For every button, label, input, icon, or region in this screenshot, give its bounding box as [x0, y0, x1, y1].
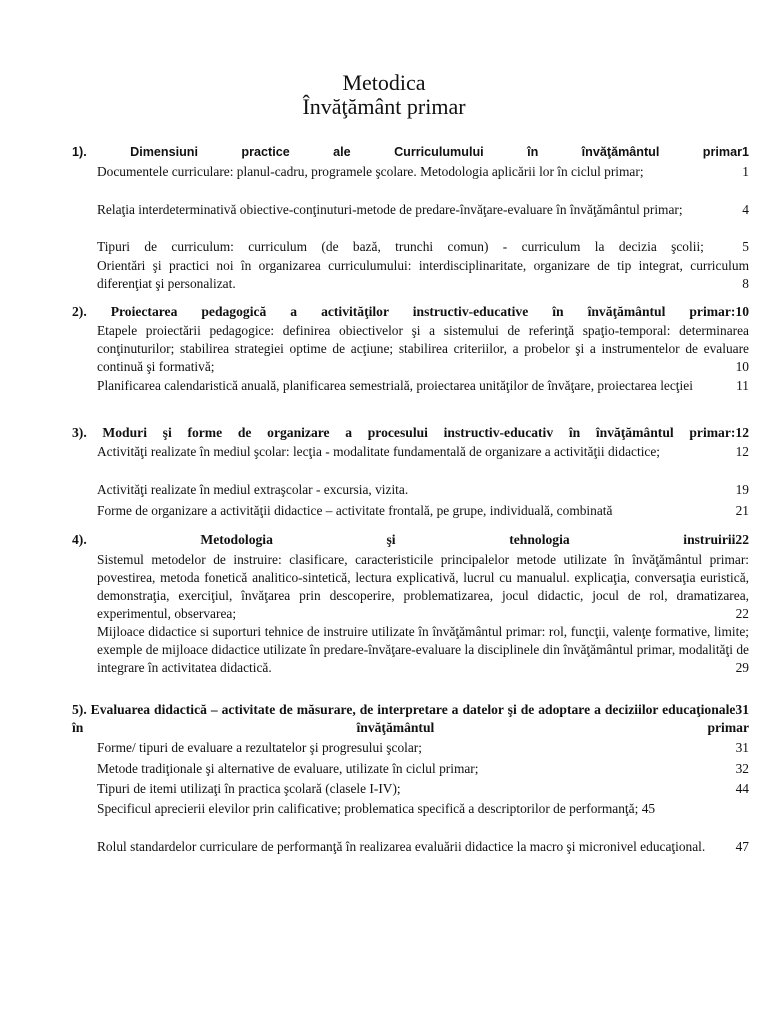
document-title: Metodica — [342, 70, 426, 95]
toc-item-page: 10 — [735, 359, 749, 374]
toc-item[interactable] — [97, 377, 749, 395]
toc-item[interactable] — [97, 163, 749, 181]
toc-item-text: Tipuri de curriculum: curriculum (de bază, trunchi comun) - curriculum la decizia şcolii; — [97, 239, 704, 254]
toc-item-text: Forme/ tipuri de evaluare a rezultatelor şi progresului şcolar; — [97, 740, 422, 755]
toc-item-page: 11 — [736, 378, 749, 393]
toc-item-text: Planificarea calendaristică anuală, planificarea semestrială, proiectarea unităţilor de învăţare, proiectarea lecţiei — [97, 378, 693, 393]
toc-section-4[interactable] — [72, 531, 749, 549]
toc-item[interactable] — [97, 481, 749, 499]
toc-section-page: 12 — [735, 425, 749, 440]
document-subtitle: Învăţământ primar — [302, 94, 466, 119]
toc-section-page: 1 — [741, 145, 749, 159]
toc-item-page: 21 — [735, 503, 749, 518]
toc-item-text: Sistemul metodelor de instruire: clasificare, caracteristicile principalelor metode utilizate în învăţământul primar: povestirea, metoda fonetică analitico-sintetică, lectura explicativă, lucrul cu manualul. explicaţia, conversaţia euristică, demonstraţia, exerciţiul, învăţarea prin descoperire, problematizarea, jocul didactic, jocul de rol, dramatizarea, experimentul, observarea; — [97, 552, 749, 621]
toc-item[interactable] — [97, 443, 749, 461]
toc-section-2[interactable] — [72, 303, 749, 321]
toc-item-text: Forme de organizare a activităţii didactice – activitate frontală, pe grupe, individuală, combinată — [97, 503, 613, 518]
toc-item-page: 47 — [735, 839, 749, 854]
toc-section-heading: 3). Moduri şi forme de organizare a procesului instructiv-educativ în învăţământul primar: — [72, 425, 736, 440]
toc-item[interactable] — [97, 322, 749, 376]
toc-section-3[interactable] — [72, 424, 749, 442]
toc-item-text: Orientări şi practici noi în organizarea curriculumului: interdisciplinaritate, organizare de tip integrat, curriculum diferenţiat şi personalizat. — [97, 258, 749, 291]
toc-item-text: Mijloace didactice si suporturi tehnice de instruire utilizate în învăţământul primar: rol, funcţii, valenţe formative, limite; exemple de mijloace didactice utilizate în predare-învăţare-evaluare la disciplinele din învăţământul primar, modalităţi de integrare în activitatea didactică. — [97, 624, 749, 675]
toc-item-page: 31 — [735, 740, 749, 755]
toc-section-heading: 2). Proiectarea pedagogică a activităţilor instructiv-educative în învăţământul primar: — [72, 304, 736, 319]
toc-section-heading: 5). Evaluarea didactică – activitate de măsurare, de interpretare a datelor şi de adoptare a deciziilor educaţionale în învăţământul primar — [72, 702, 749, 735]
toc-item[interactable] — [97, 739, 749, 757]
toc-section-page: 10 — [735, 304, 749, 319]
toc-item-page: 1 — [742, 164, 749, 179]
toc-item-text: Activităţi realizate în mediul extraşcolar - excursia, vizita. — [97, 482, 409, 497]
toc-item-text: Specificul aprecierii elevilor prin calificative; problematica specifică a descriptorilor de performanţă; — [97, 801, 639, 816]
toc-section-page: 31 — [735, 702, 749, 717]
toc-item-page: 8 — [742, 276, 749, 291]
toc-item-page: 5 — [742, 239, 749, 254]
toc-item-text: Rolul standardelor curriculare de performanţă în realizarea evaluării didactice la macro şi micronivel educaţional. — [97, 839, 706, 854]
toc-item[interactable] — [97, 623, 749, 677]
toc-item-page: 44 — [735, 781, 749, 796]
toc-item-page: 45 — [641, 801, 656, 816]
toc-item[interactable] — [97, 201, 749, 219]
toc-item-text: Etapele proiectării pedagogice: definirea obiectivelor şi a sistemului de referinţă spaţio-temporal: determinarea conţinuturilor; stabilirea strategiei optime de acţiune; stabilirea criteriilor, a probelor şi a instrumentelor de evaluare continuă şi formativă; — [97, 323, 749, 374]
toc-item-page: 22 — [735, 606, 749, 621]
toc-item[interactable] — [97, 760, 749, 778]
toc-item-page: 12 — [735, 444, 749, 459]
toc-section-5[interactable] — [72, 701, 749, 737]
toc-item[interactable] — [97, 238, 749, 256]
toc-section-1[interactable] — [72, 143, 749, 161]
toc-item-text: Activităţi realizate în mediul şcolar: lecţia - modalitate fundamentală de organizare a activităţii didactice; — [97, 444, 661, 459]
toc-item-page: 32 — [735, 761, 749, 776]
toc-item-text: Tipuri de itemi utilizaţi în practica şcolară (clasele I-IV); — [97, 781, 401, 796]
toc-item[interactable] — [97, 502, 749, 520]
toc-item-page: 19 — [735, 482, 749, 497]
toc-item-page: 4 — [742, 202, 749, 217]
toc-section-page: 22 — [735, 532, 749, 547]
toc-item[interactable] — [97, 551, 749, 623]
toc-item[interactable] — [97, 838, 749, 856]
toc-item-text: Documentele curriculare: planul-cadru, programele şcolare. Metodologia aplicării lor în ciclul primar; — [97, 164, 644, 179]
toc-item-page: 29 — [735, 660, 749, 675]
toc-section-heading: 1). Dimensiuni practice ale Curriculumului în învăţământul primar — [72, 145, 742, 159]
toc-item[interactable] — [97, 800, 749, 818]
toc-section-heading: 4). Metodologia şi tehnologia instruirii — [72, 532, 736, 547]
toc-item[interactable] — [97, 257, 749, 293]
toc-item[interactable] — [97, 780, 749, 798]
toc-item-text: Metode tradiţionale şi alternative de evaluare, utilizate în ciclul primar; — [97, 761, 479, 776]
toc-item-text: Relaţia interdeterminativă obiective-conţinuturi-metode de predare-învăţare-evaluare în învăţământul primar; — [97, 202, 683, 217]
